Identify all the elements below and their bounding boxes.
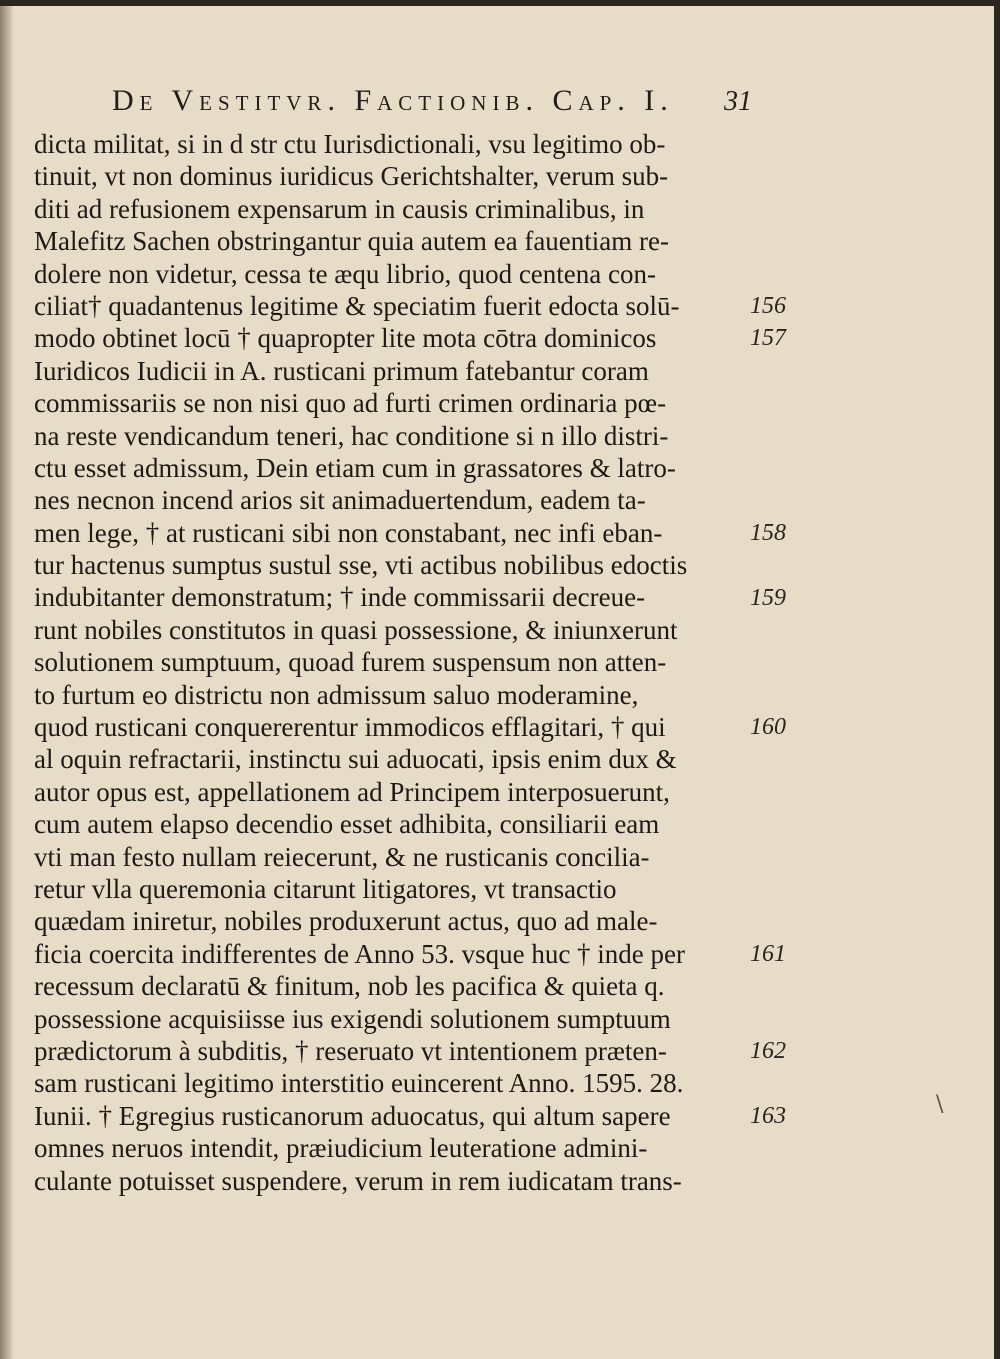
margin-note-number: 159 xyxy=(750,584,786,611)
text-line: Iuridicos Iudicii in A. rusticani primum fatebantur coram xyxy=(34,355,649,386)
text-line: solutionem sumptuum, quoad furem suspensum non atten- xyxy=(34,647,667,678)
text-line: quædam iniretur, nobiles produxerunt actus, quo ad male- xyxy=(34,906,658,937)
text-line: tur hactenus sumptus sustul sse, vti actibus nobilibus edoctis xyxy=(34,550,688,581)
text-line: runt nobiles constitutos in quasi possessione, & iniunxerunt xyxy=(34,614,678,645)
text-line: cum autem elapso decendio esset adhibita, consiliarii eam xyxy=(34,809,660,840)
margin-note-number: 161 xyxy=(750,941,786,967)
text-line: nes necnon incend arios sit animaduertendum, eadem ta- xyxy=(34,485,646,516)
scan-border-right xyxy=(994,0,1000,1359)
text-line: men lege, † at rusticani sibi non constabant, nec infi eban- xyxy=(34,517,663,548)
main-text-block xyxy=(34,128,746,1197)
page-header xyxy=(112,84,792,124)
scan-border-top xyxy=(0,0,1000,6)
gutter-shadow xyxy=(0,0,14,1359)
text-line: culante potuisset suspendere, verum in rem iudicatam trans- xyxy=(34,1165,682,1196)
text-line: sam rusticani legitimo interstitio euincerent Anno. 1595. 28. xyxy=(34,1068,684,1099)
page-number: 31 xyxy=(724,86,752,117)
text-line: diti ad refusionem expensarum in causis criminalibus, in xyxy=(34,193,645,224)
text-line: vti man festo nullam reiecerunt, & ne rusticanis concilia- xyxy=(34,841,650,872)
text-line: modo obtinet locū † quapropter lite mota cōtra dominicos xyxy=(34,323,657,354)
text-line: commissariis se non nisi quo ad furti crimen ordinaria pœ- xyxy=(34,388,667,419)
margin-note-number: 157 xyxy=(750,325,786,352)
text-line: al oquin refractarii, instinctu sui aduocati, ipsis enim dux & xyxy=(34,744,677,775)
text-line: Malefitz Sachen obstringantur quia autem ea fauentiam re- xyxy=(34,226,669,257)
text-line: autor opus est, appellationem ad Principem interposuerunt, xyxy=(34,776,670,807)
text-line: quod rusticani conquererentur immodicos efflagitari, † qui xyxy=(34,712,666,743)
edge-mark: \ xyxy=(936,1092,944,1117)
text-line: indubitanter demonstratum; † inde commissarii decreue- xyxy=(34,582,646,613)
text-line: recessum declaratū & finitum, nob les pacifica & quieta q. xyxy=(34,971,665,1002)
text-line: dolere non videtur, cessa te æqu librio, quod centena con- xyxy=(34,258,656,289)
running-head: De Vestitvr. Factionib. Cap. I. xyxy=(112,84,674,117)
text-line: possessione acquisiisse ius exigendi solutionem sumptuum xyxy=(34,1003,671,1034)
text-line: to furtum eo districtu non admissum saluo moderamine, xyxy=(34,679,639,710)
text-line: ctu esset admissum, Dein etiam cum in grassatores & latro- xyxy=(34,452,676,483)
margin-note-number: 158 xyxy=(750,519,786,546)
text-line: Iunii. † Egregius rusticanorum aduocatus, qui altum sapere xyxy=(34,1100,671,1131)
margin-note-number: 156 xyxy=(750,293,786,319)
margin-note-number: 160 xyxy=(750,714,786,741)
text-line: dicta militat, si in d str ctu Iurisdictionali, vsu legitimo ob- xyxy=(34,129,666,159)
text-line: tinuit, vt non dominus iuridicus Gerichtshalter, verum sub- xyxy=(34,161,669,192)
margin-note-number: 163 xyxy=(750,1103,786,1129)
text-line: retur vlla queremonia citarunt litigatores, vt transactio xyxy=(34,873,617,904)
text-line: ficia coercita indifferentes de Anno 53. vsque huc † inde per xyxy=(34,938,686,969)
text-line: ciliat† quadantenus legitime & speciatim fuerit edocta solū- xyxy=(34,290,680,321)
margin-note-number: 162 xyxy=(750,1038,786,1065)
text-line: na reste vendicandum teneri, hac conditione si n illo distri- xyxy=(34,420,669,451)
text-line: prædictorum à subditis, † reseruato vt intentionem præten- xyxy=(34,1035,667,1066)
text-line: omnes neruos intendit, præiudicium leuteratione admini- xyxy=(34,1133,648,1164)
